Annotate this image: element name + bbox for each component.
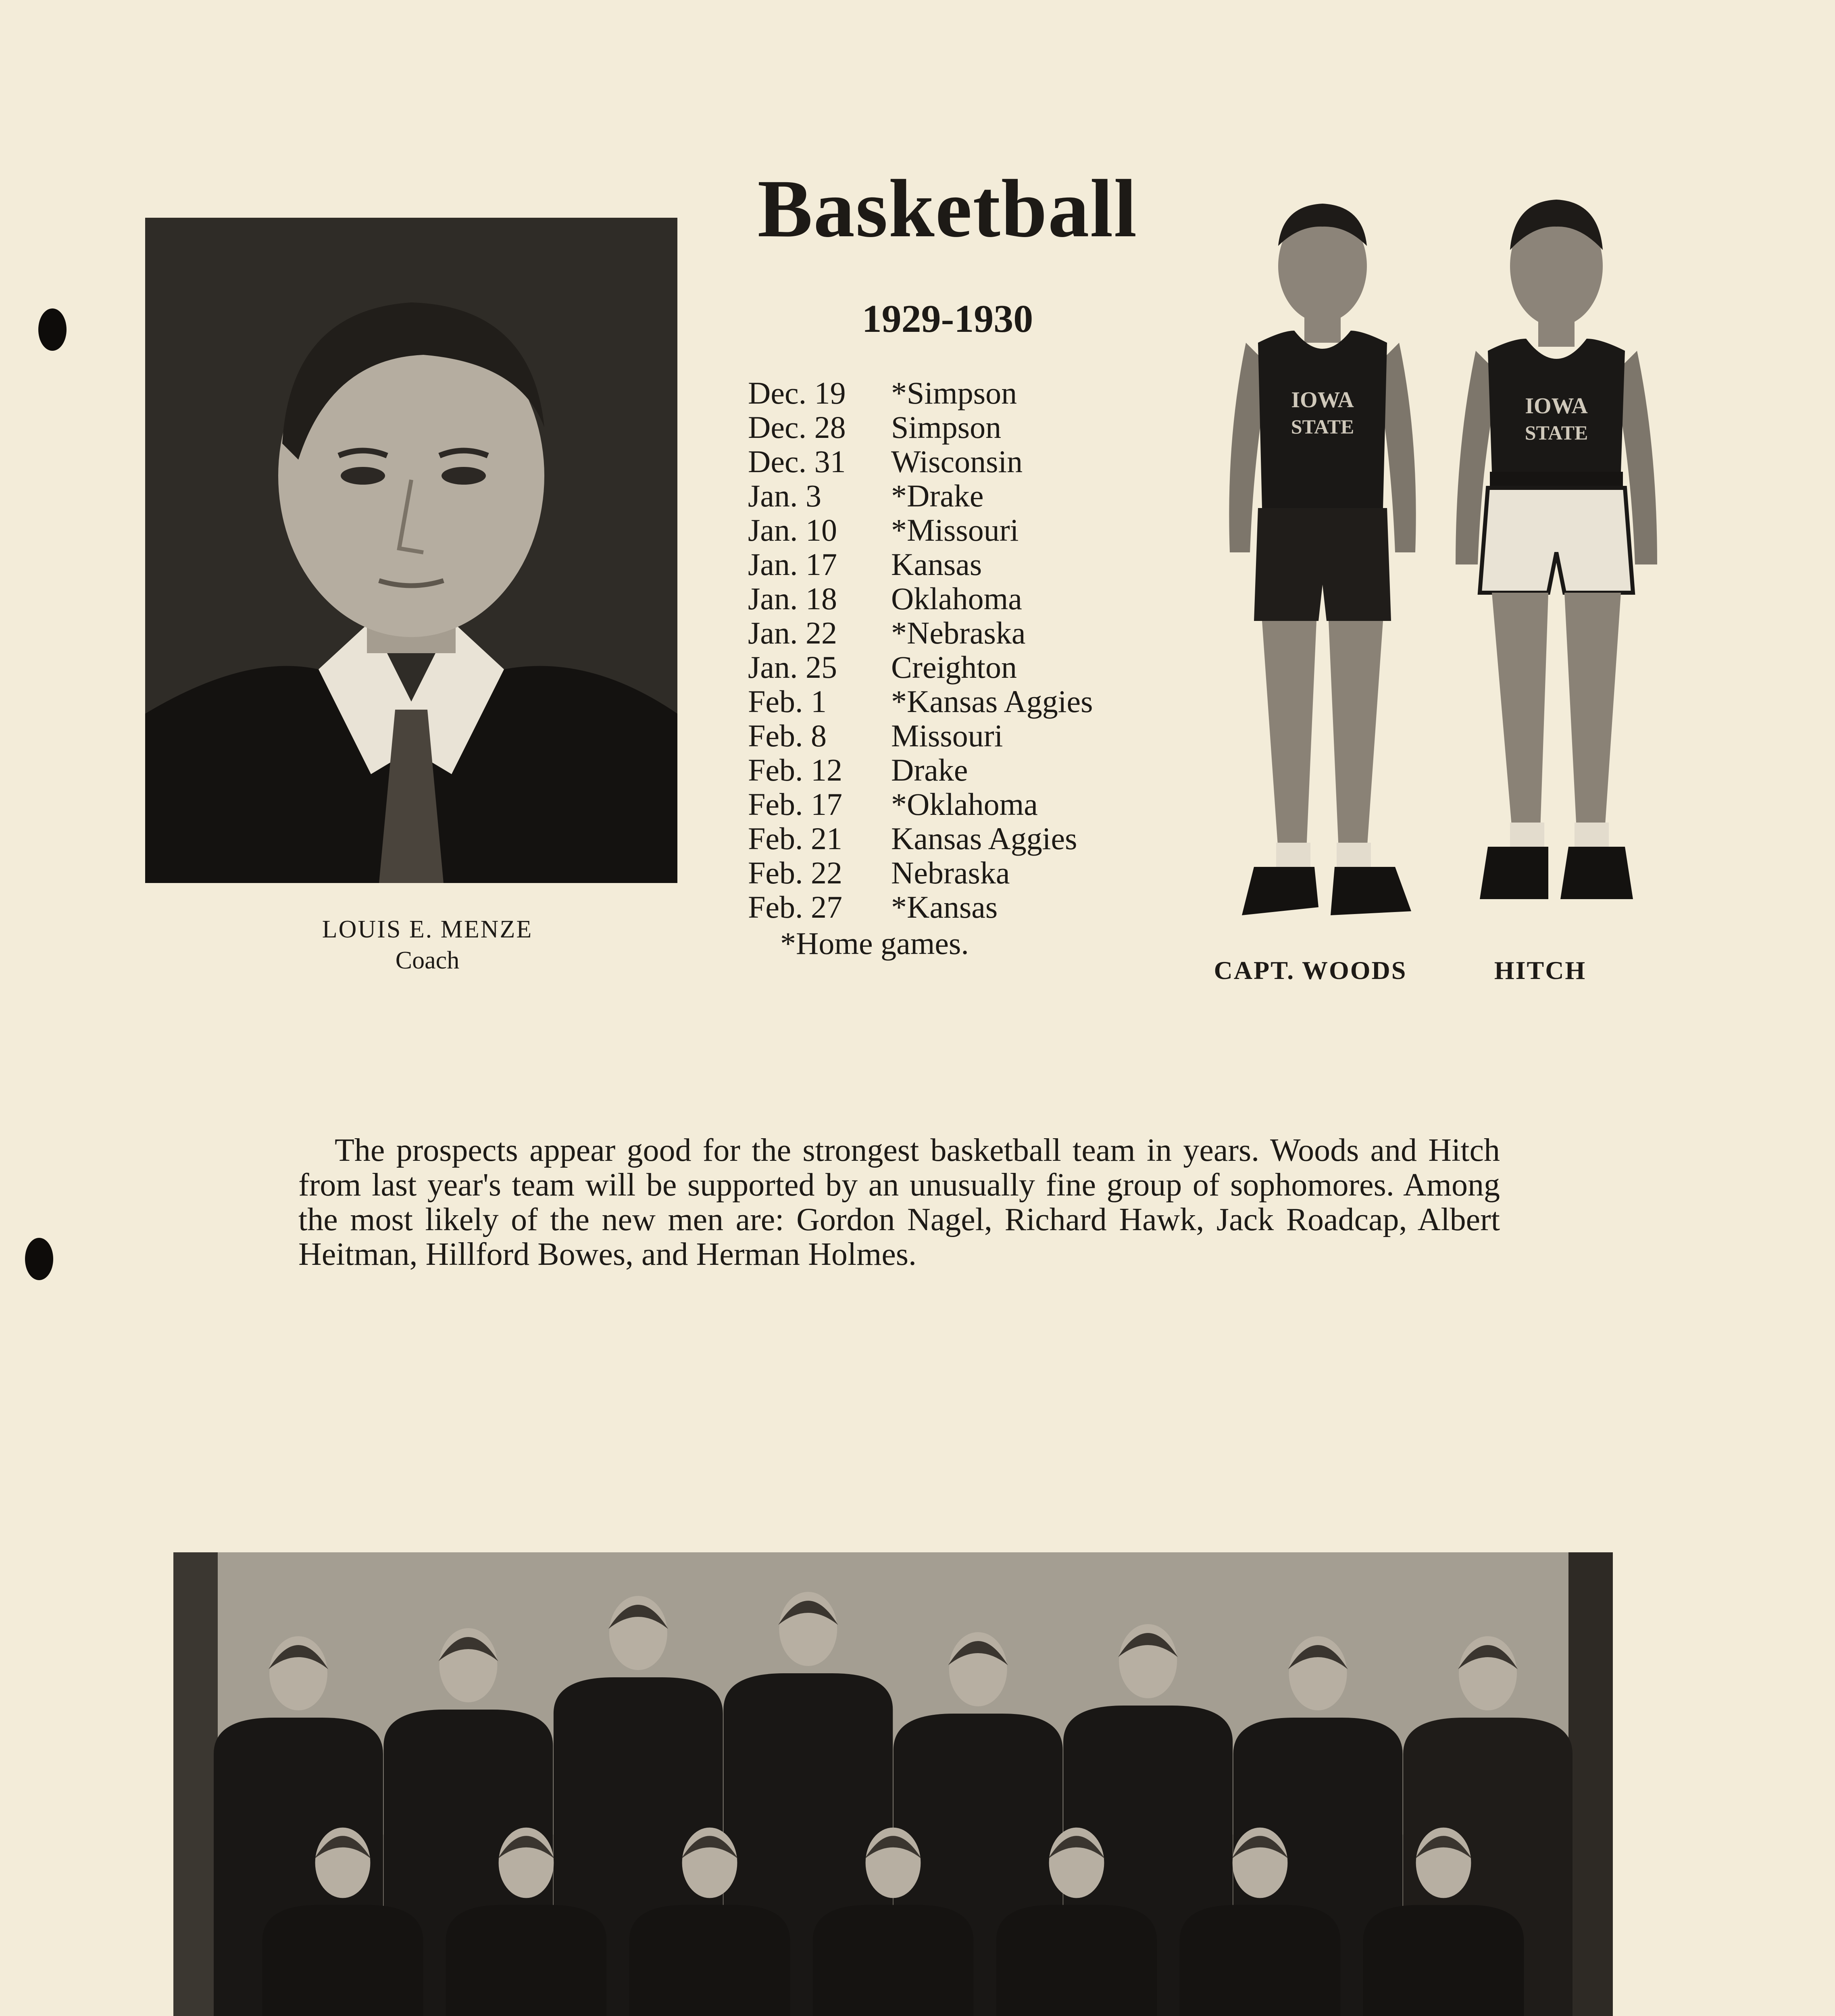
jersey-text-state: STATE bbox=[1291, 415, 1354, 438]
prospects-paragraph: The prospects appear good for the strongest basketball team in years. Woods and Hitch from last year's team will be supported by an unusually fine group of sophomores. Among the most likely of the new men are: Gordon Nagel, Richard Hawk, Jack Roadcap, Albert Heitman, Hillford Bowes, and Herman Holmes. bbox=[298, 1133, 1500, 1272]
game-opponent: *Nebraska bbox=[891, 615, 1026, 650]
binder-hole-middle bbox=[25, 1238, 53, 1280]
schedule-row bbox=[748, 855, 1191, 889]
binder-hole-top bbox=[38, 308, 67, 351]
schedule-row bbox=[748, 615, 1191, 649]
player-photo-woods bbox=[1202, 198, 1443, 935]
schedule-row bbox=[748, 478, 1191, 512]
game-date: Jan. 25 bbox=[748, 650, 837, 685]
schedule-row bbox=[748, 581, 1191, 615]
game-date: Dec. 28 bbox=[748, 410, 846, 445]
jersey-text-iowa: IOWA bbox=[1291, 387, 1354, 412]
page-title: Basketball bbox=[757, 163, 1138, 254]
game-date: Feb. 8 bbox=[748, 718, 827, 753]
game-opponent: Wisconsin bbox=[891, 444, 1023, 479]
schedule-row bbox=[748, 409, 1191, 444]
jersey-text-state: STATE bbox=[1525, 421, 1588, 444]
game-opponent: Missouri bbox=[891, 718, 1003, 753]
schedule-row bbox=[748, 752, 1191, 786]
player-caption-woods: CAPT. WOODS bbox=[1214, 956, 1407, 985]
game-date: Jan. 3 bbox=[748, 478, 821, 513]
schedule-row bbox=[748, 512, 1191, 546]
game-date: Feb. 21 bbox=[748, 821, 842, 856]
schedule-row bbox=[748, 786, 1191, 821]
home-games-note: *Home games. bbox=[780, 926, 969, 961]
game-opponent: Nebraska bbox=[891, 855, 1010, 890]
schedule-row bbox=[748, 889, 1191, 923]
game-date: Feb. 1 bbox=[748, 684, 827, 719]
coach-portrait bbox=[145, 218, 677, 883]
game-date: Feb. 22 bbox=[748, 855, 842, 890]
game-opponent: *Kansas bbox=[891, 889, 998, 925]
game-date: Jan. 10 bbox=[748, 512, 837, 548]
coach-role: Coach bbox=[395, 947, 460, 974]
coach-caption bbox=[226, 915, 629, 975]
schedule-row bbox=[748, 444, 1191, 478]
schedule-row bbox=[748, 546, 1191, 581]
game-opponent: Kansas Aggies bbox=[891, 821, 1077, 856]
game-opponent: *Simpson bbox=[891, 375, 1017, 410]
coach-name: LOUIS E. MENZE bbox=[322, 916, 533, 943]
game-opponent: *Oklahoma bbox=[891, 787, 1038, 822]
game-opponent: *Missouri bbox=[891, 512, 1019, 548]
season-heading: 1929-1930 bbox=[862, 297, 1033, 341]
game-opponent: *Drake bbox=[891, 478, 984, 513]
game-date: Jan. 18 bbox=[748, 581, 837, 616]
schedule-row bbox=[748, 683, 1191, 718]
game-date: Feb. 27 bbox=[748, 889, 842, 925]
game-opponent: Drake bbox=[891, 752, 968, 787]
game-opponent: Simpson bbox=[891, 410, 1002, 445]
game-opponent: Kansas bbox=[891, 547, 982, 582]
game-opponent: *Kansas Aggies bbox=[891, 684, 1093, 719]
schedule-row bbox=[748, 649, 1191, 683]
game-date: Feb. 12 bbox=[748, 752, 842, 787]
game-opponent: Oklahoma bbox=[891, 581, 1022, 616]
game-date: Dec. 19 bbox=[748, 375, 846, 410]
game-opponent: Creighton bbox=[891, 650, 1017, 685]
schedule-row bbox=[748, 375, 1191, 409]
player-caption-hitch: HITCH bbox=[1494, 956, 1587, 985]
player-photo-hitch bbox=[1439, 190, 1673, 927]
freshmen-team-photo bbox=[173, 1552, 1613, 2016]
jersey-text-iowa: IOWA bbox=[1525, 394, 1588, 419]
game-date: Feb. 17 bbox=[748, 787, 842, 822]
schedule-row bbox=[748, 718, 1191, 752]
game-date: Jan. 17 bbox=[748, 547, 837, 582]
game-date: Dec. 31 bbox=[748, 444, 846, 479]
schedule-row bbox=[748, 821, 1191, 855]
schedule-list bbox=[748, 375, 1191, 923]
game-date: Jan. 22 bbox=[748, 615, 837, 650]
